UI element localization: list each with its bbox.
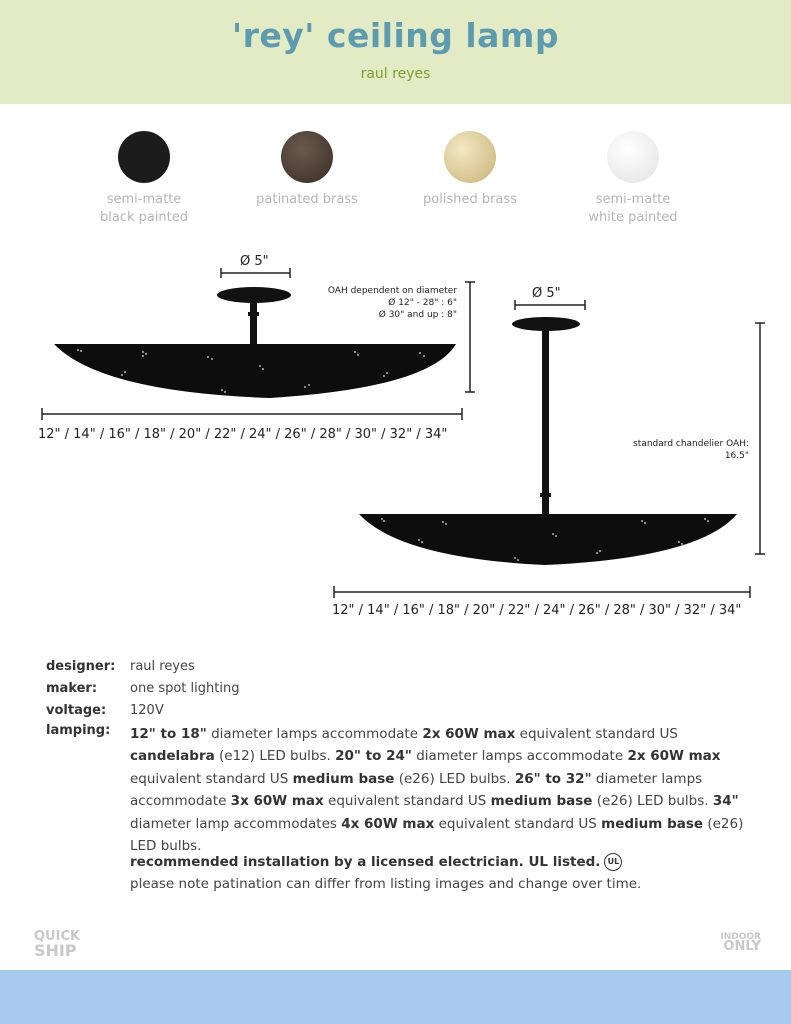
lamping-strong: 3x 60W max <box>230 793 324 810</box>
oah-note-line: Ø 12" - 28" : 6" <box>388 298 457 308</box>
oah-note-line: OAH dependent on diameter <box>327 286 457 296</box>
lamping-strong: 2x 60W max <box>422 726 516 742</box>
badge-line: QUICK <box>34 929 81 944</box>
lamping-text: diameter lamps accommodate <box>411 748 628 765</box>
flush-canopy-diameter: Ø 5" <box>240 254 269 269</box>
chandelier-oah-note <box>633 438 749 462</box>
swatch-label-line: black painted <box>99 210 189 225</box>
chandelier-canopy-diameter: Ø 5" <box>532 286 561 301</box>
lamping-strong: 2x 60W max <box>627 748 721 765</box>
oah-note-line: 16.5" <box>724 451 749 461</box>
lamping-strong: medium base <box>292 770 395 787</box>
maker-key: maker: <box>46 681 98 696</box>
lamping-description <box>130 723 760 857</box>
lamping-strong: 34" <box>712 793 739 810</box>
ul-listed-icon: UL <box>604 853 622 871</box>
lamping-text: equivalent standard US <box>130 770 293 787</box>
shade-flush <box>54 344 456 398</box>
designer-key: designer: <box>46 659 116 674</box>
lamping-strong: 12" to 18" <box>130 726 207 742</box>
chandelier-size-list: 12" / 14" / 16" / 18" / 20" / 22" / 24" / 26" / 28" / 30" / 32" / 34" <box>332 603 742 618</box>
lamping-text: (e12) LED bulbs. <box>214 748 336 765</box>
install-note <box>130 853 622 871</box>
badge-line: INDOOR <box>720 932 761 942</box>
swatch-label-line: white painted <box>588 210 678 225</box>
lamping-strong: 4x 60W max <box>341 815 435 832</box>
maker-value: one spot lighting <box>130 681 240 696</box>
oah-note-line: standard chandelier OAH: <box>633 439 749 449</box>
lamping-strong: 26" to 32" <box>514 770 592 787</box>
lamping-text: equivalent standard US <box>323 793 491 810</box>
badge-line: ONLY <box>723 939 761 954</box>
flush-size-list: 12" / 14" / 16" / 18" / 20" / 22" / 24" / 26" / 28" / 30" / 32" / 34" <box>38 427 448 442</box>
shade-chandelier <box>359 514 737 565</box>
lamping-text: (e26) LED bulbs. <box>130 815 744 855</box>
flush-oah-note <box>328 285 457 321</box>
swatch-label-line: semi-matte <box>595 192 671 207</box>
patina-note: please note patination can differ from listing images and change over time. <box>130 876 642 892</box>
install-note-text: recommended installation by a licensed electrician. UL listed. <box>130 854 601 870</box>
lamping-text: equivalent standard US <box>434 815 602 832</box>
designer-subtitle: raul reyes <box>360 66 431 82</box>
swatch-label-line: patinated brass <box>256 192 358 207</box>
swatch-label-line: semi-matte <box>106 192 182 207</box>
swatch-label-line: polished brass <box>423 192 517 207</box>
lamping-strong: medium base <box>601 815 704 832</box>
lamping-key: lamping: <box>46 723 111 738</box>
voltage-key: voltage: <box>46 703 107 718</box>
footer-band <box>0 970 791 1024</box>
lamping-strong: 20" to 24" <box>335 748 412 765</box>
lamping-text: (e26) LED bulbs. <box>592 793 713 810</box>
designer-value: raul reyes <box>130 659 195 674</box>
page-title: 'rey' ceiling lamp <box>232 16 559 55</box>
lamping-text: (e26) LED bulbs. <box>394 770 515 787</box>
badge-line: SHIP <box>34 941 77 960</box>
voltage-value: 120V <box>130 703 164 718</box>
lamping-strong: medium base <box>490 793 593 810</box>
canopy-chandelier <box>512 317 580 331</box>
stem-flush <box>250 300 257 344</box>
lamping-text: diameter lamps accommodate <box>206 726 423 742</box>
indoor-only-badge <box>720 932 761 952</box>
quick-ship-badge <box>34 930 80 958</box>
oah-note-line: Ø 30" and up : 8" <box>378 310 457 320</box>
lamping-text: diameter lamps accommodate <box>130 770 703 810</box>
stem-chandelier <box>542 329 549 514</box>
lamping-text: equivalent standard US <box>515 726 678 742</box>
lamping-text: diameter lamp accommodates <box>130 815 342 832</box>
lamping-strong: candelabra <box>130 748 215 765</box>
